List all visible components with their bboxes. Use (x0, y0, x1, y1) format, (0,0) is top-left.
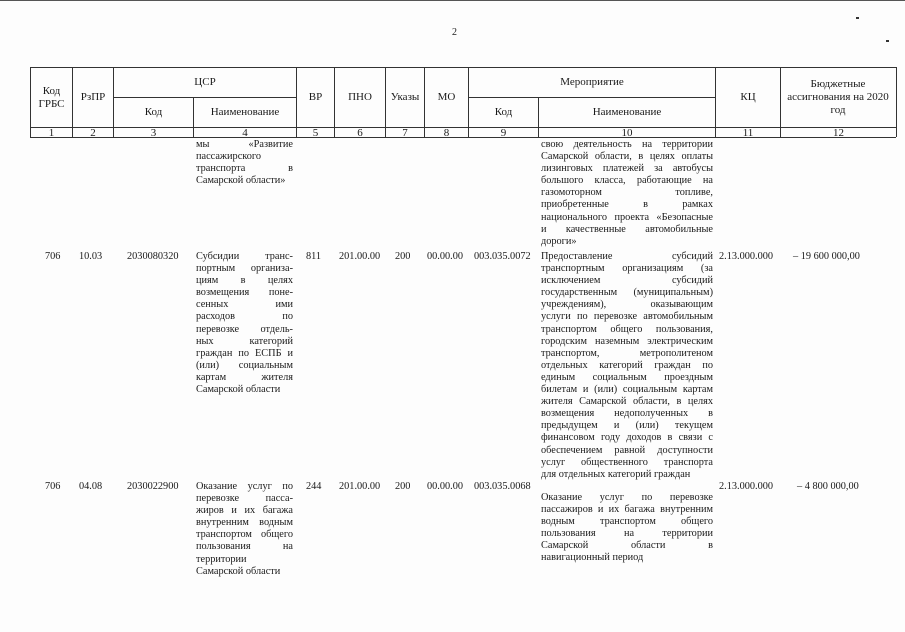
header-meropriyatie: Мероприятие (560, 76, 624, 88)
cell-kc: 2.13.000.000 (719, 481, 774, 492)
text-line: мы «Развитие (196, 139, 293, 150)
column-number: 10 (621, 127, 633, 139)
column-number: 7 (402, 127, 408, 139)
column-number: 2 (90, 127, 96, 139)
text-line: отдельных категорий граждан по (541, 359, 713, 371)
cell-kc: 2.13.000.000 (719, 251, 774, 262)
text-line: городским наземным электрическим (541, 335, 713, 347)
text-line: пользования на территории (541, 528, 713, 540)
cell-mo: 00.00.00 (427, 481, 464, 492)
cell-kod-grbs: 706 (45, 251, 61, 262)
text-line: портным организа- (196, 263, 293, 275)
text-line: предыдущем и (или) текущем (541, 420, 713, 432)
cell-csr-kod: 2030080320 (127, 251, 179, 262)
text-line: жителя Самарской области, в целях (541, 396, 713, 408)
text-line: навигационный период (541, 552, 644, 564)
text-line: газомоторном топливе, (541, 187, 713, 199)
text-line: приобретенные в рамках (541, 199, 713, 211)
text-line: транспортным организациям (за (541, 263, 713, 275)
text-line: циям в целях (196, 275, 293, 287)
text-line: национального проекта «Безопасные (541, 211, 713, 223)
text-line: Самарской области (196, 384, 281, 396)
column-number: 8 (443, 127, 450, 139)
text-line: возмещения поне- (196, 287, 293, 299)
text-line: перевозке отдель- (196, 323, 293, 335)
text-line: внутренним водным (196, 517, 293, 529)
cell-ukazy: 200 (395, 481, 411, 492)
text-line: и качественные автомобильные (541, 223, 713, 235)
text-line: Самарской области в (541, 540, 713, 552)
text-line: картам жителя (196, 371, 293, 383)
cell-rzpr: 10.03 (79, 251, 103, 262)
text-line: учреждениям), оказывающим (541, 299, 713, 311)
cell-mer-kod: 003.035.0072 (474, 251, 531, 262)
top-border-line (0, 0, 905, 1)
text-line: Самарской области (196, 565, 281, 577)
text-line: единым социальным проездным (541, 371, 713, 383)
column-number: 1 (48, 127, 55, 139)
text-line: исключением субсидий (541, 275, 713, 287)
column-number: 11 (742, 127, 754, 139)
text-line: водным транспортом общего (541, 516, 713, 528)
header-csr-name: Наименование (210, 106, 280, 118)
text-line: Самарской области, в целях оплаты (541, 151, 713, 163)
text-line: билетам и (или) социальным картам (541, 384, 713, 396)
cell-csr-name (196, 251, 293, 396)
column-number: 9 (500, 127, 507, 139)
speck-mark (886, 40, 889, 42)
column-number: 6 (357, 127, 363, 139)
header-mo: МО (437, 91, 456, 103)
text-line: обеспечением равной доступности (541, 444, 713, 456)
cell-ukazy: 200 (395, 251, 411, 262)
text-line: транспортом, метрополитеном (541, 347, 713, 359)
cell-pno: 201.00.00 (339, 481, 381, 492)
text-line: лизинговых платежей за автобусы (541, 163, 713, 175)
text-line: транспорта в (196, 163, 293, 175)
cell-mer-name (541, 492, 713, 565)
text-line: жиров и их багажа (196, 505, 293, 517)
cell-mo: 00.00.00 (427, 251, 464, 262)
text-line: транспортом общего пользования, (541, 323, 713, 335)
cell-vr: 811 (306, 251, 322, 262)
header-budget: Бюджетные ассигнования на 2020 год (787, 78, 889, 116)
text-line: ных категорий (196, 335, 293, 347)
page-number: 2 (452, 27, 457, 38)
text-line: пассажиров и их багажа внутренним (541, 504, 713, 516)
text-line: транспортом общего (196, 529, 293, 541)
text-line: Субсидии транс- (196, 251, 293, 262)
text-line: граждан по ЕСПБ и (196, 347, 293, 359)
column-number: 5 (312, 127, 319, 139)
cell-csr-name (196, 481, 293, 578)
text-line: государственным (муниципальным) (541, 287, 713, 299)
header-mer-name: Наименование (592, 106, 662, 118)
cell-kod-grbs: 706 (45, 481, 61, 492)
header-kc: КЦ (740, 91, 756, 103)
text-line: для отдельных категорий граждан (541, 468, 691, 480)
header-kod-grbs: Код ГРБС (38, 84, 65, 110)
header-rzpr: РзПР (80, 91, 106, 103)
text-line: свою деятельность на территории (541, 139, 713, 150)
column-number: 12 (833, 127, 844, 139)
text-line: услуг общественного транспорта (541, 456, 713, 468)
header-ukazy: Указы (390, 91, 420, 103)
cell-mer-name (541, 251, 713, 481)
column-number: 4 (242, 127, 248, 139)
column-number: 3 (150, 127, 157, 139)
text-line: Оказание услуг по (196, 481, 293, 492)
continuation-mer-name (541, 139, 713, 248)
header-csr: ЦСР (194, 76, 216, 88)
text-line: возмещения недополученных в (541, 408, 713, 420)
cell-budget: – 4 800 000,00 (797, 481, 859, 492)
text-line: перевозке пасса- (196, 493, 293, 505)
text-line: Предоставление субсидий (541, 251, 713, 262)
text-line: большого класса, работающие на (541, 175, 713, 187)
header-csr-kod: Код (144, 106, 163, 118)
continuation-csr-name (196, 139, 293, 187)
text-line: дороги» (541, 235, 577, 247)
text-line: расходов по (196, 311, 293, 323)
cell-rzpr: 04.08 (79, 481, 103, 492)
text-line: Оказание услуг по перевозке (541, 492, 713, 503)
header-vr: ВР (308, 91, 323, 103)
cell-mer-kod: 003.035.0068 (474, 481, 531, 492)
header-mer-kod: Код (494, 106, 513, 118)
text-line: территории (196, 553, 247, 565)
cell-budget: – 19 600 000,00 (793, 251, 860, 262)
text-line: пользования на (196, 541, 293, 553)
text-line: финансовом году доходов в связи с (541, 432, 713, 444)
text-line: сенных ими (196, 299, 293, 311)
speck-mark (856, 17, 859, 19)
text-line: Самарской области» (196, 175, 286, 187)
cell-csr-kod: 2030022900 (127, 481, 179, 492)
cell-pno: 201.00.00 (339, 251, 381, 262)
header-pno: ПНО (348, 91, 372, 103)
text-line: услуги по перевозке автомобильным (541, 311, 713, 323)
text-line: (или) социальным (196, 359, 293, 371)
text-line: пассажирского (196, 151, 262, 163)
cell-vr: 244 (306, 481, 322, 492)
